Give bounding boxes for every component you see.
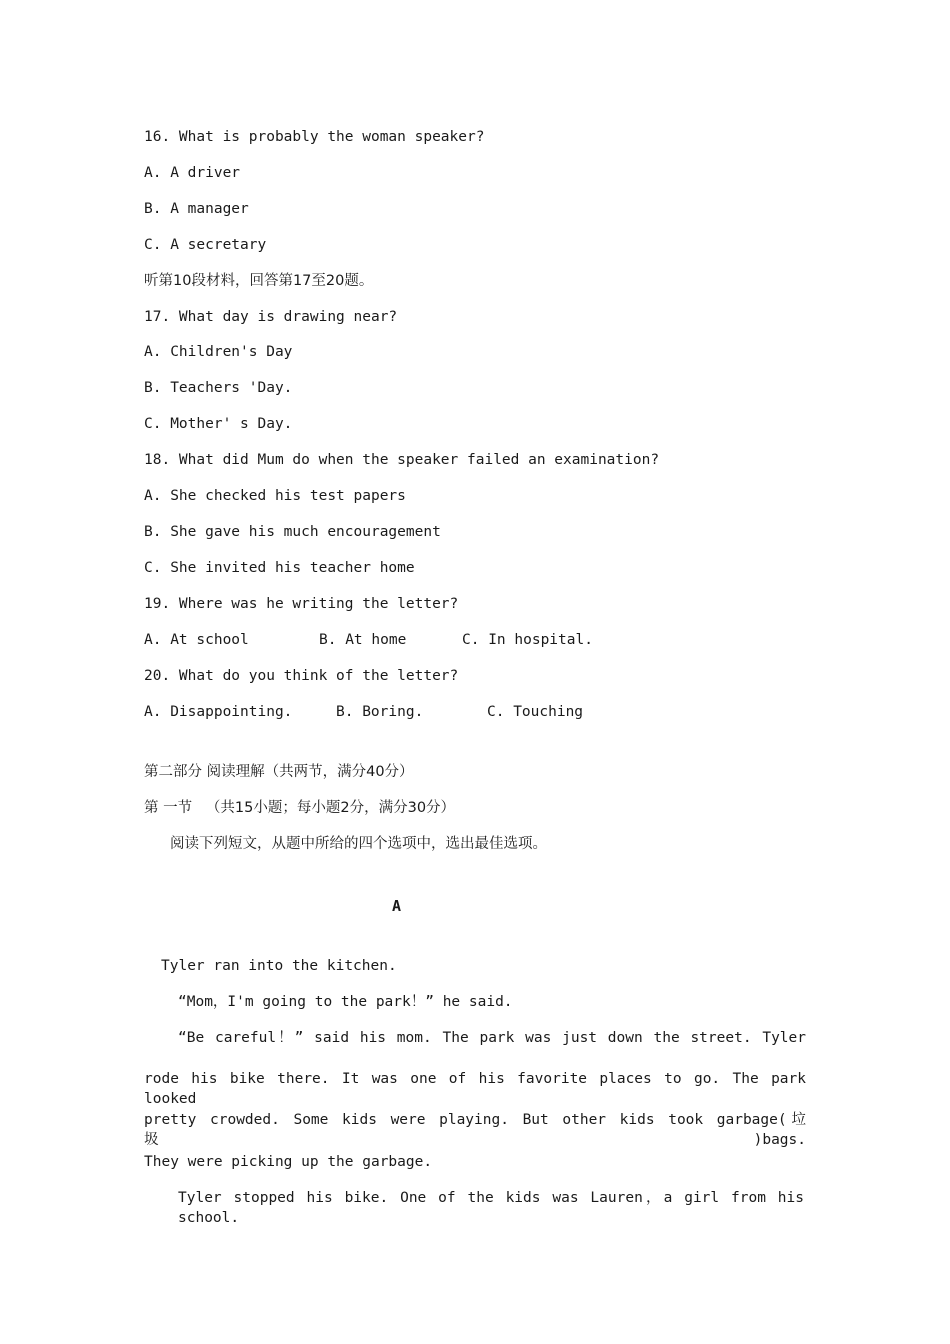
passage-line-2: “Mom，I'm going to the park！” he said. (178, 994, 513, 1010)
part-2-section-1-heading: 第 一节 （共15小题；每小题2分，满分30分） (144, 800, 456, 816)
passage-line-5: pretty crowded. Some kids were playing. But other kids took garbage(垃圾)bags. (144, 1112, 806, 1148)
question-19-option-c: C. In hospital. (462, 632, 593, 648)
question-17-stem: 17. What day is drawing near? (144, 309, 398, 325)
passage-line-1: Tyler ran into the kitchen. (161, 958, 397, 974)
section-10-instruction: 听第10段材料，回答第17至20题。 (144, 273, 374, 289)
question-16-stem: 16. What is probably the woman speaker? (144, 129, 485, 145)
question-18-option-a: A. She checked his test papers (144, 488, 406, 504)
reading-instruction: 阅读下列短文，从题中所给的四个选项中，选出最佳选项。 (170, 836, 547, 852)
question-19-option-b: B. At home (319, 632, 407, 648)
passage-line-3: “Be careful！” said his mom. The park was just down the street. Tyler (178, 1030, 806, 1046)
question-17-option-c: C. Mother' s Day. (144, 416, 293, 432)
question-16-option-b: B. A manager (144, 201, 249, 217)
question-17-option-b: B. Teachers 'Day. (144, 380, 293, 396)
passage-line-4: rode his bike there. It was one of his favorite places to go. The park looked (144, 1071, 806, 1107)
question-16-option-c: C. A secretary (144, 237, 267, 253)
question-20-stem: 20. What do you think of the letter? (144, 668, 459, 684)
passage-line-7: Tyler stopped his bike. One of the kids was Lauren，a girl from his school. (178, 1190, 804, 1226)
question-20-option-b: B. Boring. (336, 704, 424, 720)
passage-line-6: They were picking up the garbage. (144, 1154, 433, 1170)
question-18-option-b: B. She gave his much encouragement (144, 524, 441, 540)
question-19-stem: 19. Where was he writing the letter? (144, 596, 459, 612)
question-19-option-a: A. At school (144, 632, 249, 648)
part-2-heading: 第二部分 阅读理解（共两节，满分40分） (144, 764, 414, 780)
question-16-option-a: A. A driver (144, 165, 241, 181)
passage-title: A (392, 897, 402, 915)
question-18-option-c: C. She invited his teacher home (144, 560, 415, 576)
question-20-option-c: C. Touching (487, 704, 584, 720)
question-20-option-a: A. Disappointing. (144, 704, 293, 720)
question-19-options (144, 630, 644, 650)
question-17-option-a: A. Children's Day (144, 344, 293, 360)
question-18-stem: 18. What did Mum do when the speaker failed an examination? (144, 452, 660, 468)
question-20-options (144, 702, 644, 722)
